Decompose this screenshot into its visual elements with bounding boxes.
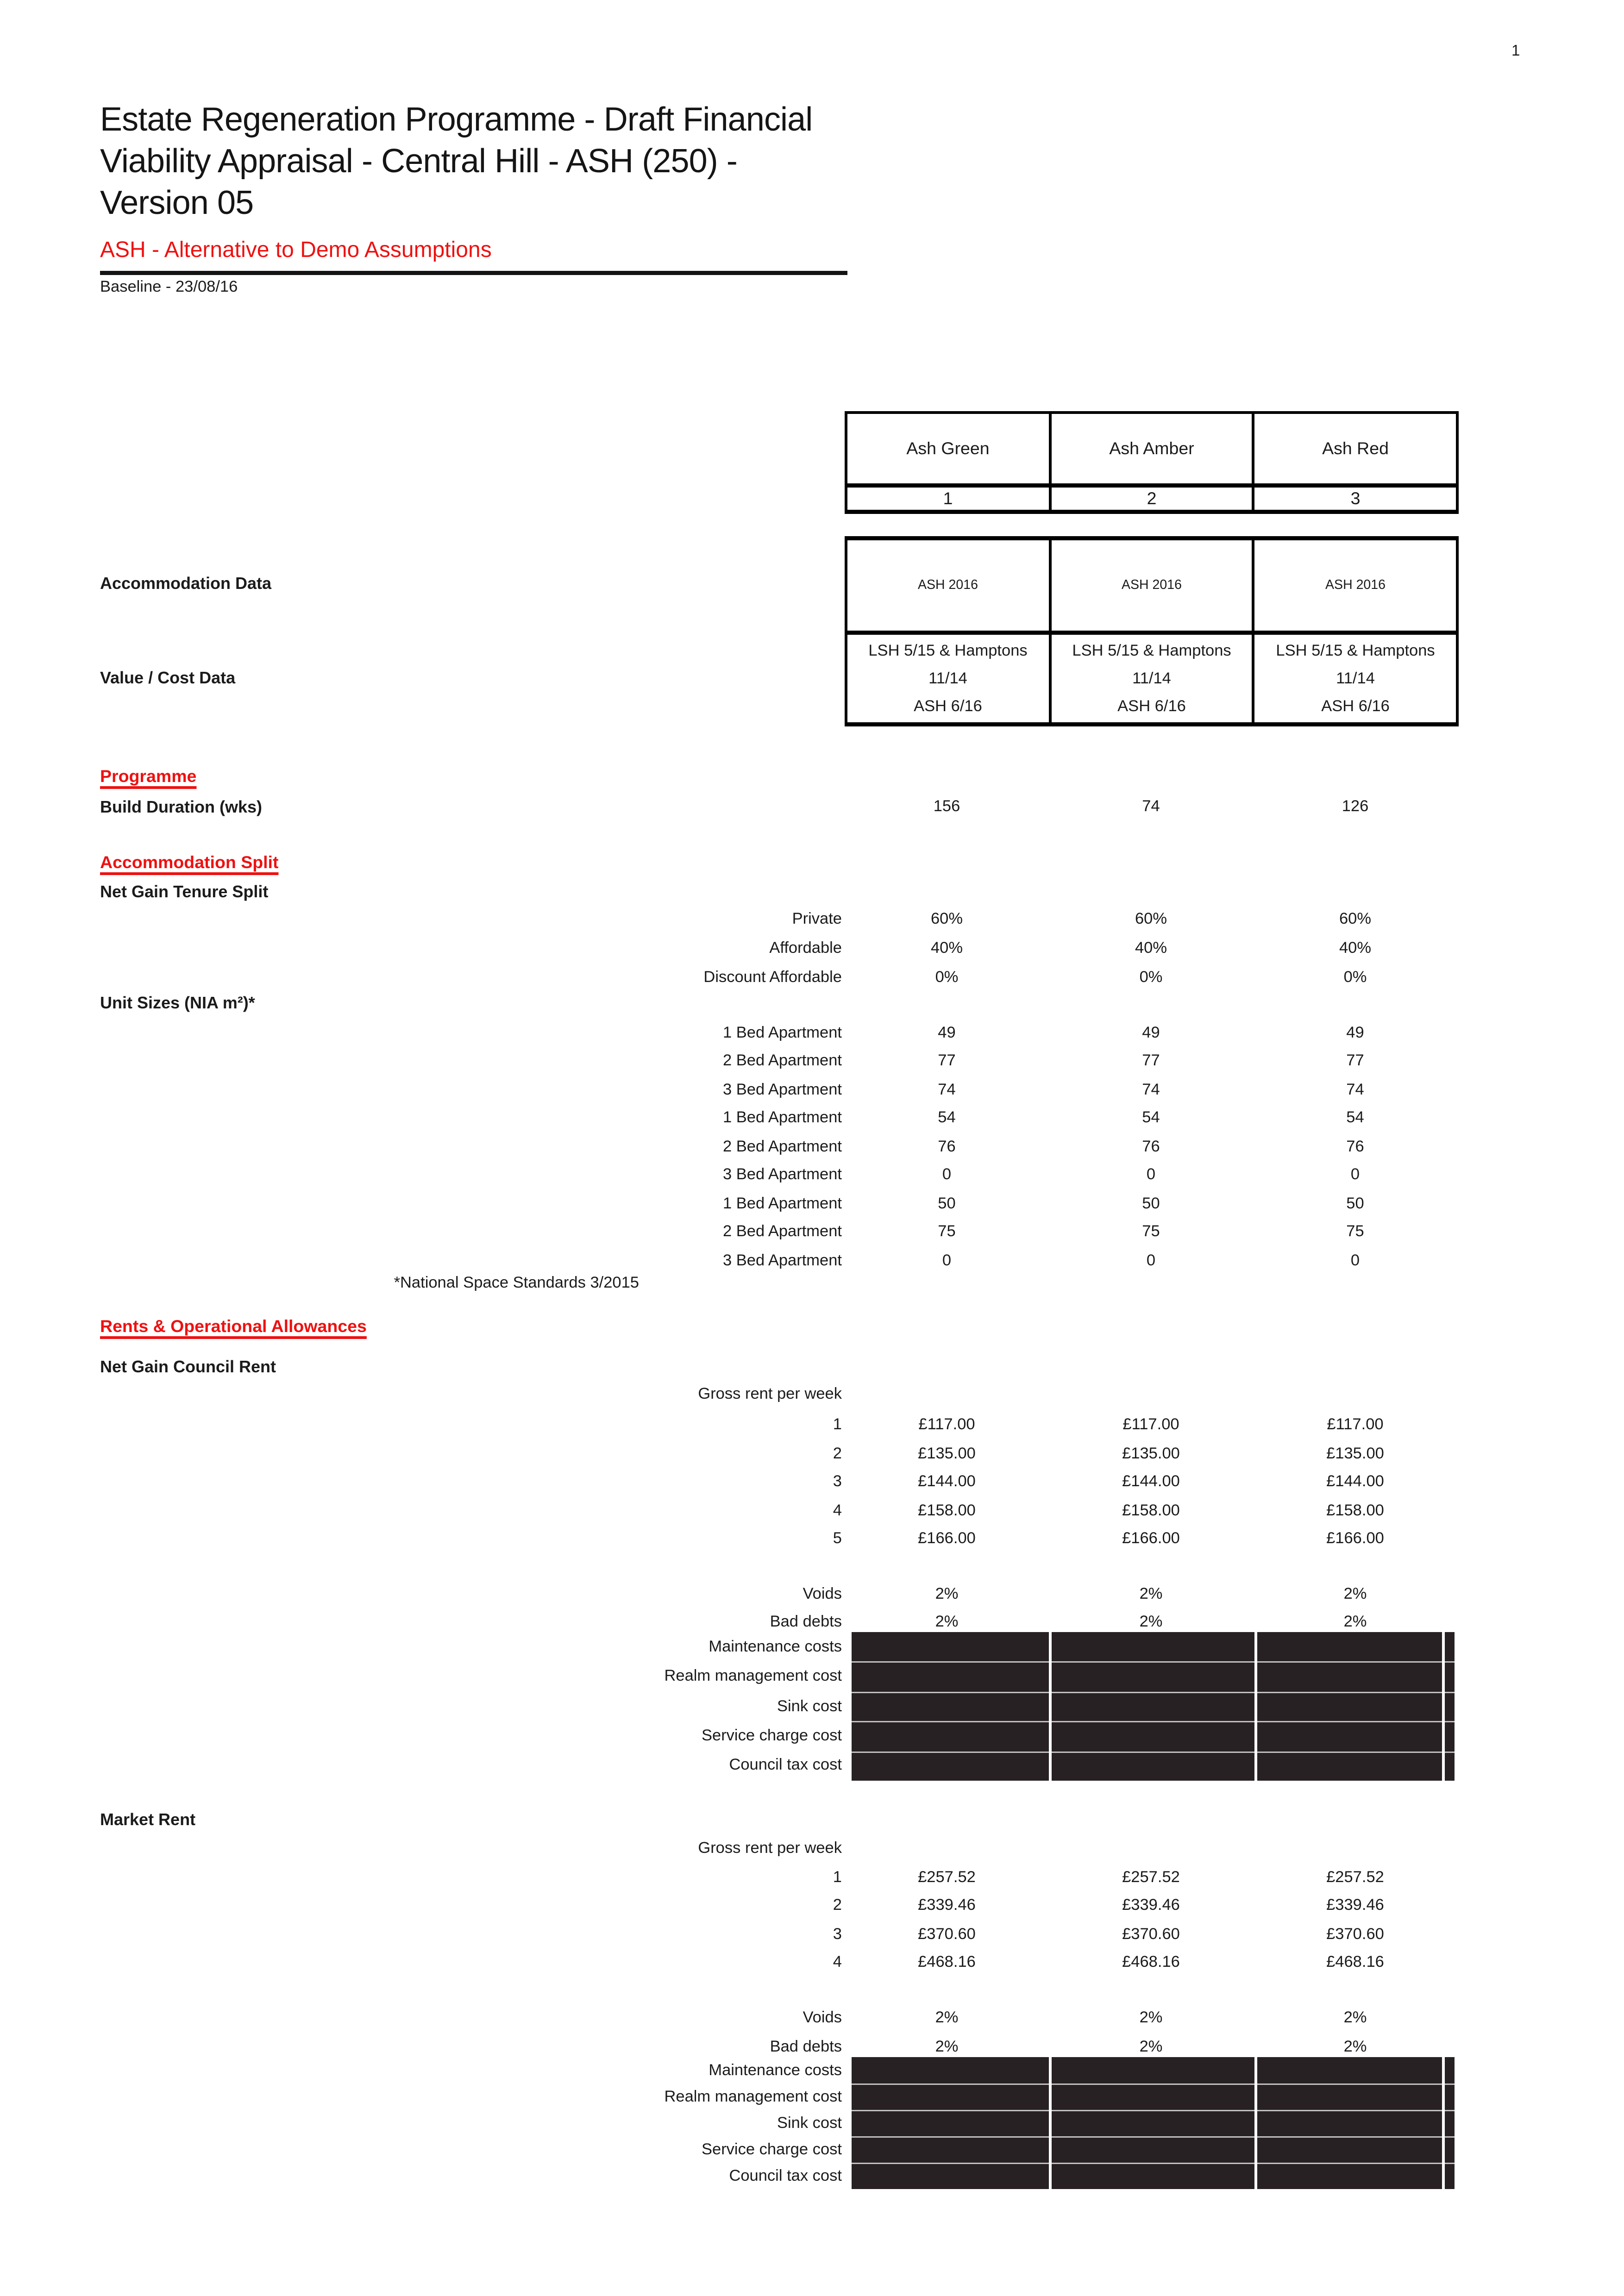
cost-label: Realm management cost — [664, 1668, 842, 1685]
tenure-value: 60% — [1135, 911, 1167, 928]
unit-value: 0 — [942, 1167, 952, 1183]
redaction-column-divider — [1049, 2057, 1052, 2189]
voids-label: Voids — [803, 1586, 842, 1603]
unit-value: 76 — [938, 1139, 956, 1156]
redaction-row-divider — [852, 1661, 1455, 1663]
unit-value: 50 — [1346, 1196, 1364, 1213]
value-cost-data-label: Value / Cost Data — [100, 668, 236, 688]
council-rent-row — [94, 1500, 1457, 1522]
band-number: 3 — [833, 1474, 842, 1490]
redaction-column-divider — [1442, 1632, 1445, 1781]
tenure-label: Discount Affordable — [703, 970, 842, 986]
redaction-row-divider — [852, 2163, 1455, 2164]
unit-value: 50 — [938, 1196, 956, 1213]
accommodation-source-row — [847, 540, 1456, 631]
scenario-name-ash-amber: Ash Amber — [1048, 414, 1252, 483]
data-source-table — [845, 536, 1459, 726]
cost-label: Maintenance costs — [709, 1639, 842, 1656]
voids-value: 2% — [935, 2010, 959, 2027]
cost-label: Service charge cost — [702, 1728, 842, 1745]
council-voids-row — [94, 1583, 1457, 1606]
tenure-value: 0% — [1139, 970, 1163, 986]
redaction-column-divider — [1049, 1632, 1052, 1781]
band-number: 5 — [833, 1531, 842, 1547]
band-number: 2 — [833, 1897, 842, 1914]
unit-label: 3 Bed Apartment — [722, 1082, 842, 1099]
source-line: 11/14 — [928, 670, 967, 687]
gross-rent-per-week-label: Gross rent per week — [698, 1840, 842, 1857]
page-number: 1 — [1511, 43, 1520, 60]
title-line-2: Viability Appraisal - Central Hill - ASH (250) - — [100, 143, 738, 181]
redaction-row-divider — [852, 2110, 1455, 2111]
unit-value: 74 — [1142, 1082, 1160, 1099]
band-number: 2 — [833, 1446, 842, 1463]
unit-value: 77 — [1142, 1053, 1160, 1070]
tenure-row-affordable — [94, 938, 1457, 960]
unit-label: 2 Bed Apartment — [722, 1053, 842, 1070]
rent-value: £158.00 — [918, 1503, 976, 1520]
source-line: LSH 5/15 & Hamptons — [1276, 642, 1435, 659]
redaction-column-divider — [1254, 1632, 1257, 1781]
tenure-row-private — [94, 908, 1457, 931]
document-subtitle: ASH - Alternative to Demo Assumptions — [100, 239, 492, 263]
accommodation-source-col2: ASH 2016 — [1048, 540, 1252, 631]
net-gain-tenure-split-label: Net Gain Tenure Split — [100, 882, 269, 901]
unit-value: 74 — [1346, 1082, 1364, 1099]
voids-value: 2% — [935, 1586, 959, 1603]
gross-rent-label-row — [94, 1838, 1457, 1860]
gross-rent-per-week-label: Gross rent per week — [698, 1386, 842, 1403]
scenario-name-ash-red: Ash Red — [1252, 414, 1456, 483]
source-line: ASH 6/16 — [914, 698, 982, 715]
rent-value: £144.00 — [1122, 1474, 1180, 1490]
voids-value: 2% — [1139, 1586, 1163, 1603]
tenure-value: 60% — [930, 911, 963, 928]
market-rent-row — [94, 1952, 1457, 1974]
rent-value: £370.60 — [1326, 1927, 1384, 1943]
market-voids-row — [94, 2007, 1457, 2029]
redaction-row-divider — [852, 1692, 1455, 1693]
unit-size-row — [94, 1221, 1457, 1243]
unit-sizes-label: Unit Sizes (NIA m²)* — [100, 993, 255, 1013]
unit-value: 75 — [1346, 1224, 1364, 1240]
unit-value: 75 — [1142, 1224, 1160, 1240]
bad-debts-value: 2% — [935, 2039, 959, 2056]
unit-value: 50 — [1142, 1196, 1160, 1213]
value-cost-source-col2 — [1048, 635, 1252, 722]
header-divider-rule — [100, 271, 847, 275]
net-gain-council-rent-label: Net Gain Council Rent — [100, 1357, 276, 1376]
unit-value: 74 — [938, 1082, 956, 1099]
title-line-3: Version 05 — [100, 185, 254, 222]
unit-size-row — [94, 1022, 1457, 1045]
tenure-label: Affordable — [769, 940, 842, 957]
unit-value: 54 — [1142, 1110, 1160, 1126]
tenure-row-discount-affordable — [94, 967, 1457, 989]
unit-value: 0 — [1146, 1253, 1156, 1270]
unit-size-row — [94, 1136, 1457, 1158]
council-rent-row — [94, 1471, 1457, 1493]
rent-value: £468.16 — [1122, 1954, 1180, 1971]
band-number: 1 — [833, 1417, 842, 1433]
cost-label: Council tax cost — [729, 1757, 842, 1774]
unit-value: 54 — [1346, 1110, 1364, 1126]
document-title — [100, 100, 812, 225]
unit-label: 3 Bed Apartment — [722, 1253, 842, 1270]
accommodation-source-col1: ASH 2016 — [918, 578, 978, 593]
cost-label: Council tax cost — [729, 2168, 842, 2185]
title-line-1: Estate Regeneration Programme - Draft Financial — [100, 101, 813, 139]
voids-value: 2% — [1343, 2010, 1367, 2027]
bad-debts-value: 2% — [1343, 2039, 1367, 2056]
cost-label: Realm management cost — [664, 2089, 842, 2106]
rent-value: £468.16 — [1326, 1954, 1384, 1971]
bad-debts-value: 2% — [1139, 1614, 1163, 1631]
council-rent-row — [94, 1443, 1457, 1465]
rent-value: £339.46 — [1122, 1897, 1180, 1914]
tenure-value: 60% — [1339, 911, 1372, 928]
build-duration-label: Build Duration (wks) — [100, 797, 263, 817]
build-duration-ash-amber: 74 — [1142, 799, 1160, 815]
unit-label: 1 Bed Apartment — [722, 1110, 842, 1126]
rents-heading: Rents & Operational Allowances — [100, 1317, 367, 1336]
accommodation-split-heading: Accommodation Split — [100, 853, 279, 872]
redaction-column-divider — [1254, 2057, 1257, 2189]
cost-label: Sink cost — [777, 2115, 842, 2132]
voids-value: 2% — [1139, 2010, 1163, 2027]
unit-value: 75 — [938, 1224, 956, 1240]
rent-value: £135.00 — [918, 1446, 976, 1463]
unit-value: 0 — [1350, 1253, 1360, 1270]
unit-size-row — [94, 1164, 1457, 1186]
scenario-header-table — [845, 411, 1459, 514]
rent-value: £339.46 — [918, 1897, 976, 1914]
scenario-name-ash-green: Ash Green — [906, 439, 990, 458]
tenure-value: 40% — [930, 940, 963, 957]
rent-value: £117.00 — [1327, 1417, 1384, 1433]
tenure-value: 0% — [935, 970, 959, 986]
unit-value: 0 — [942, 1253, 952, 1270]
unit-size-row — [94, 1193, 1457, 1215]
scenario-number-1: 1 — [943, 489, 953, 508]
rent-value: £117.00 — [1122, 1417, 1179, 1433]
unit-size-row — [94, 1107, 1457, 1129]
rent-value: £370.60 — [1122, 1927, 1180, 1943]
rent-value: £339.46 — [1326, 1897, 1384, 1914]
redaction-column-divider — [1442, 2057, 1445, 2189]
unit-value: 0 — [1146, 1167, 1156, 1183]
council-rent-row — [94, 1528, 1457, 1550]
source-line: 11/14 — [1336, 670, 1375, 687]
unit-size-row — [94, 1079, 1457, 1101]
unit-label: 1 Bed Apartment — [722, 1196, 842, 1213]
value-cost-source-col3 — [1252, 635, 1456, 722]
rent-value: £257.52 — [1326, 1870, 1384, 1886]
build-duration-ash-green: 156 — [933, 799, 960, 815]
band-number: 1 — [833, 1870, 842, 1886]
unit-value: 76 — [1346, 1139, 1364, 1156]
redaction-row-divider — [852, 1721, 1455, 1722]
council-rent-row — [94, 1414, 1457, 1436]
scenario-names-row — [847, 414, 1456, 483]
cost-label: Sink cost — [777, 1699, 842, 1715]
rent-value: £468.16 — [918, 1954, 976, 1971]
unit-label: 2 Bed Apartment — [722, 1139, 842, 1156]
voids-label: Voids — [803, 2010, 842, 2027]
unit-size-row — [94, 1050, 1457, 1072]
tenure-value: 40% — [1135, 940, 1167, 957]
band-number: 3 — [833, 1927, 842, 1943]
unit-value: 49 — [1346, 1025, 1364, 1042]
scenario-number-3: 3 — [1252, 488, 1456, 510]
rent-value: £144.00 — [1326, 1474, 1384, 1490]
redaction-row-divider — [852, 1752, 1455, 1753]
bad-debts-label: Bad debts — [770, 1614, 842, 1631]
bad-debts-value: 2% — [1139, 2039, 1163, 2056]
baseline-date: Baseline - 23/08/16 — [100, 279, 238, 296]
rent-value: £135.00 — [1122, 1446, 1180, 1463]
tenure-value: 0% — [1343, 970, 1367, 986]
market-rent-row — [94, 1867, 1457, 1889]
scenario-number-2: 2 — [1048, 488, 1252, 510]
rent-value: £257.52 — [1122, 1870, 1180, 1886]
source-line: LSH 5/15 & Hamptons — [868, 642, 1028, 659]
band-number: 4 — [833, 1503, 842, 1520]
build-duration-ash-red: 126 — [1342, 799, 1369, 815]
tenure-value: 40% — [1339, 940, 1372, 957]
band-number: 4 — [833, 1954, 842, 1971]
rent-value: £257.52 — [918, 1870, 976, 1886]
market-rent-row — [94, 1895, 1457, 1917]
cost-label: Service charge cost — [702, 2142, 842, 2158]
rent-value: £166.00 — [918, 1531, 976, 1547]
rent-value: £166.00 — [1122, 1531, 1180, 1547]
build-duration-row — [94, 796, 1457, 818]
scenario-numbers-row — [847, 483, 1456, 510]
rent-value: £166.00 — [1326, 1531, 1384, 1547]
rent-value: £158.00 — [1122, 1503, 1180, 1520]
unit-value: 54 — [938, 1110, 956, 1126]
accommodation-source-col3: ASH 2016 — [1252, 540, 1456, 631]
rent-value: £117.00 — [918, 1417, 975, 1433]
unit-size-row — [94, 1250, 1457, 1272]
source-line: ASH 6/16 — [1117, 698, 1186, 715]
unit-value: 49 — [1142, 1025, 1160, 1042]
voids-value: 2% — [1343, 1586, 1367, 1603]
redaction-block-council-costs — [852, 1632, 1455, 1781]
unit-label: 1 Bed Apartment — [722, 1025, 842, 1042]
source-line: ASH 6/16 — [1321, 698, 1390, 715]
programme-heading: Programme — [100, 767, 197, 786]
value-cost-source-row — [847, 631, 1456, 722]
unit-value: 0 — [1350, 1167, 1360, 1183]
space-standards-footnote: *National Space Standards 3/2015 — [394, 1275, 639, 1292]
cost-label: Maintenance costs — [709, 2063, 842, 2079]
redaction-row-divider — [852, 2136, 1455, 2138]
unit-value: 49 — [938, 1025, 956, 1042]
market-rent-row — [94, 1924, 1457, 1946]
unit-value: 77 — [1346, 1053, 1364, 1070]
bad-debts-value: 2% — [1343, 1614, 1367, 1631]
redaction-row-divider — [852, 2083, 1455, 2085]
rent-value: £158.00 — [1326, 1503, 1384, 1520]
unit-value: 76 — [1142, 1139, 1160, 1156]
bad-debts-value: 2% — [935, 1614, 959, 1631]
market-bad-debts-row — [94, 2036, 1457, 2058]
accommodation-data-label: Accommodation Data — [100, 574, 272, 593]
gross-rent-label-row — [94, 1383, 1457, 1406]
tenure-label: Private — [792, 911, 842, 928]
market-rent-label: Market Rent — [100, 1810, 196, 1829]
redaction-block-market-costs — [852, 2057, 1455, 2189]
source-line: LSH 5/15 & Hamptons — [1072, 642, 1231, 659]
bad-debts-label: Bad debts — [770, 2039, 842, 2056]
unit-label: 3 Bed Apartment — [722, 1167, 842, 1183]
unit-value: 77 — [938, 1053, 956, 1070]
unit-label: 2 Bed Apartment — [722, 1224, 842, 1240]
rent-value: £144.00 — [918, 1474, 976, 1490]
council-bad-debts-row — [94, 1611, 1457, 1633]
source-line: 11/14 — [1132, 670, 1171, 687]
value-cost-source-col1 — [847, 635, 1048, 722]
rent-value: £370.60 — [918, 1927, 976, 1943]
rent-value: £135.00 — [1326, 1446, 1384, 1463]
